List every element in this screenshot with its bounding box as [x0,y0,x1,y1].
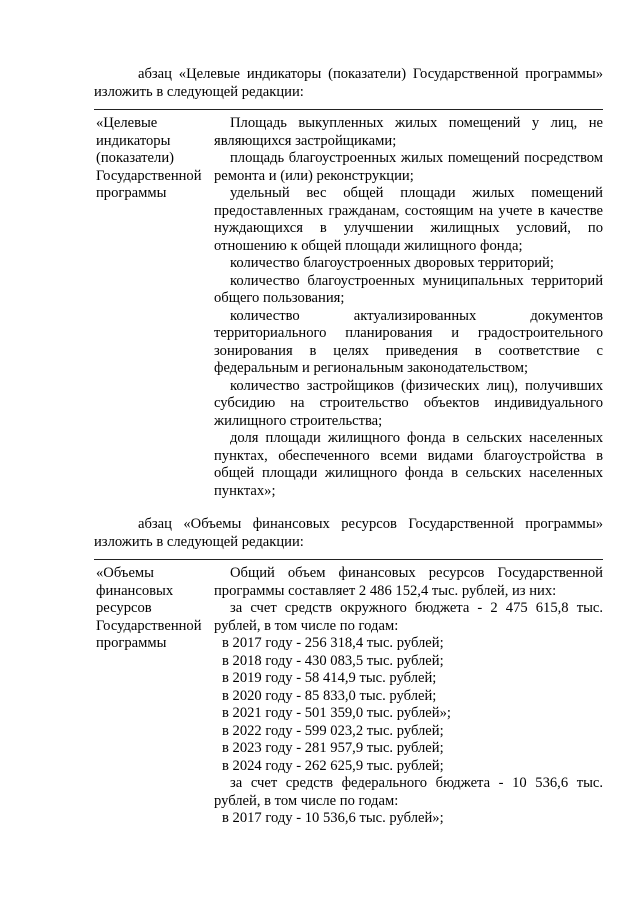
label-line: программы [96,635,167,651]
okrug-year-item: в 2017 году - 256 318,4 тыс. рублей; [222,635,444,651]
indicator-item: удельный вес общей площади жилых помещений предоставленных гражданам, состоящим на учете в качестве нуждающихся в улучшении жилищных условий, по отношению к общей площади жилищного фонда; [214,185,603,254]
finance-label-cell [94,565,214,828]
indicators-table [94,109,603,500]
indicator-item: количество актуализированных документов территориального планирования и градостроительного зонирования в целях приведения в соответствие с федеральным и региональным законодательством; [214,307,603,376]
okrug-year-item: в 2019 году - 58 414,9 тыс. рублей; [222,670,437,686]
label-line: Государственной [96,617,202,634]
okrug-year-item: в 2021 году - 501 359,0 тыс. рублей»; [222,705,451,721]
label-line: индикаторы [96,132,171,149]
label-line: ресурсов [96,600,152,616]
label-line: финансовых [96,582,174,599]
label-line: программы [96,185,167,201]
federal-budget-header: за счет средств федерального бюджета - 10 536,6 тыс. рублей, в том числе по годам: [214,775,603,809]
table-top-rule [94,559,603,560]
intro-paragraph-finance: абзац «Объемы финансовых ресурсов Государственной программы» изложить в следующей редакции: [94,516,603,550]
table-top-rule [94,109,603,110]
label-line: (показатели) [96,150,174,166]
indicator-item: количество благоустроенных дворовых территорий; [230,255,554,271]
indicator-item: Площадь выкупленных жилых помещений у лиц, не являющихся застройщиками; [214,115,603,149]
document-page [94,66,603,828]
label-line: «Объемы [96,565,154,581]
okrug-year-item: в 2024 году - 262 625,9 тыс. рублей; [222,757,444,774]
indicators-value-cell [214,115,603,500]
okrug-year-item: в 2023 году - 281 957,9 тыс. рублей; [222,740,444,756]
indicator-item: количество застройщиков (физических лиц), получивших субсидию на строительство объектов индивидуального жилищного строительства; [214,377,603,429]
indicator-item: количество благоустроенных муниципальных территорий общего пользования; [214,272,603,306]
federal-year-item: в 2017 году - 10 536,6 тыс. рублей»; [222,810,444,826]
finance-table [94,559,603,828]
finance-total: Общий объем финансовых ресурсов Государственной программы составляет 2 486 152,4 тыс. рублей, из них: [214,565,603,599]
indicator-item: площадь благоустроенных жилых помещений посредством ремонта и (или) реконструкции; [214,150,603,184]
indicators-label-cell [94,115,214,500]
okrug-budget-header: за счет средств окружного бюджета - 2 475 615,8 тыс. рублей, в том числе по годам: [214,600,603,634]
finance-value-cell [214,565,603,828]
okrug-year-item: в 2022 году - 599 023,2 тыс. рублей; [222,722,444,739]
label-line: «Целевые [96,115,158,131]
label-line: Государственной [96,167,202,184]
okrug-year-item: в 2020 году - 85 833,0 тыс. рублей; [222,687,437,704]
okrug-year-item: в 2018 году - 430 083,5 тыс. рублей; [222,652,444,669]
indicator-item: доля площади жилищного фонда в сельских населенных пунктах, обеспеченного всеми видами благоустройства в общей площади жилищного фонда в сельских населенных пунктах»; [214,430,603,499]
intro-paragraph-indicators: абзац «Целевые индикаторы (показатели) Государственной программы» изложить в следующей редакции: [94,66,603,100]
